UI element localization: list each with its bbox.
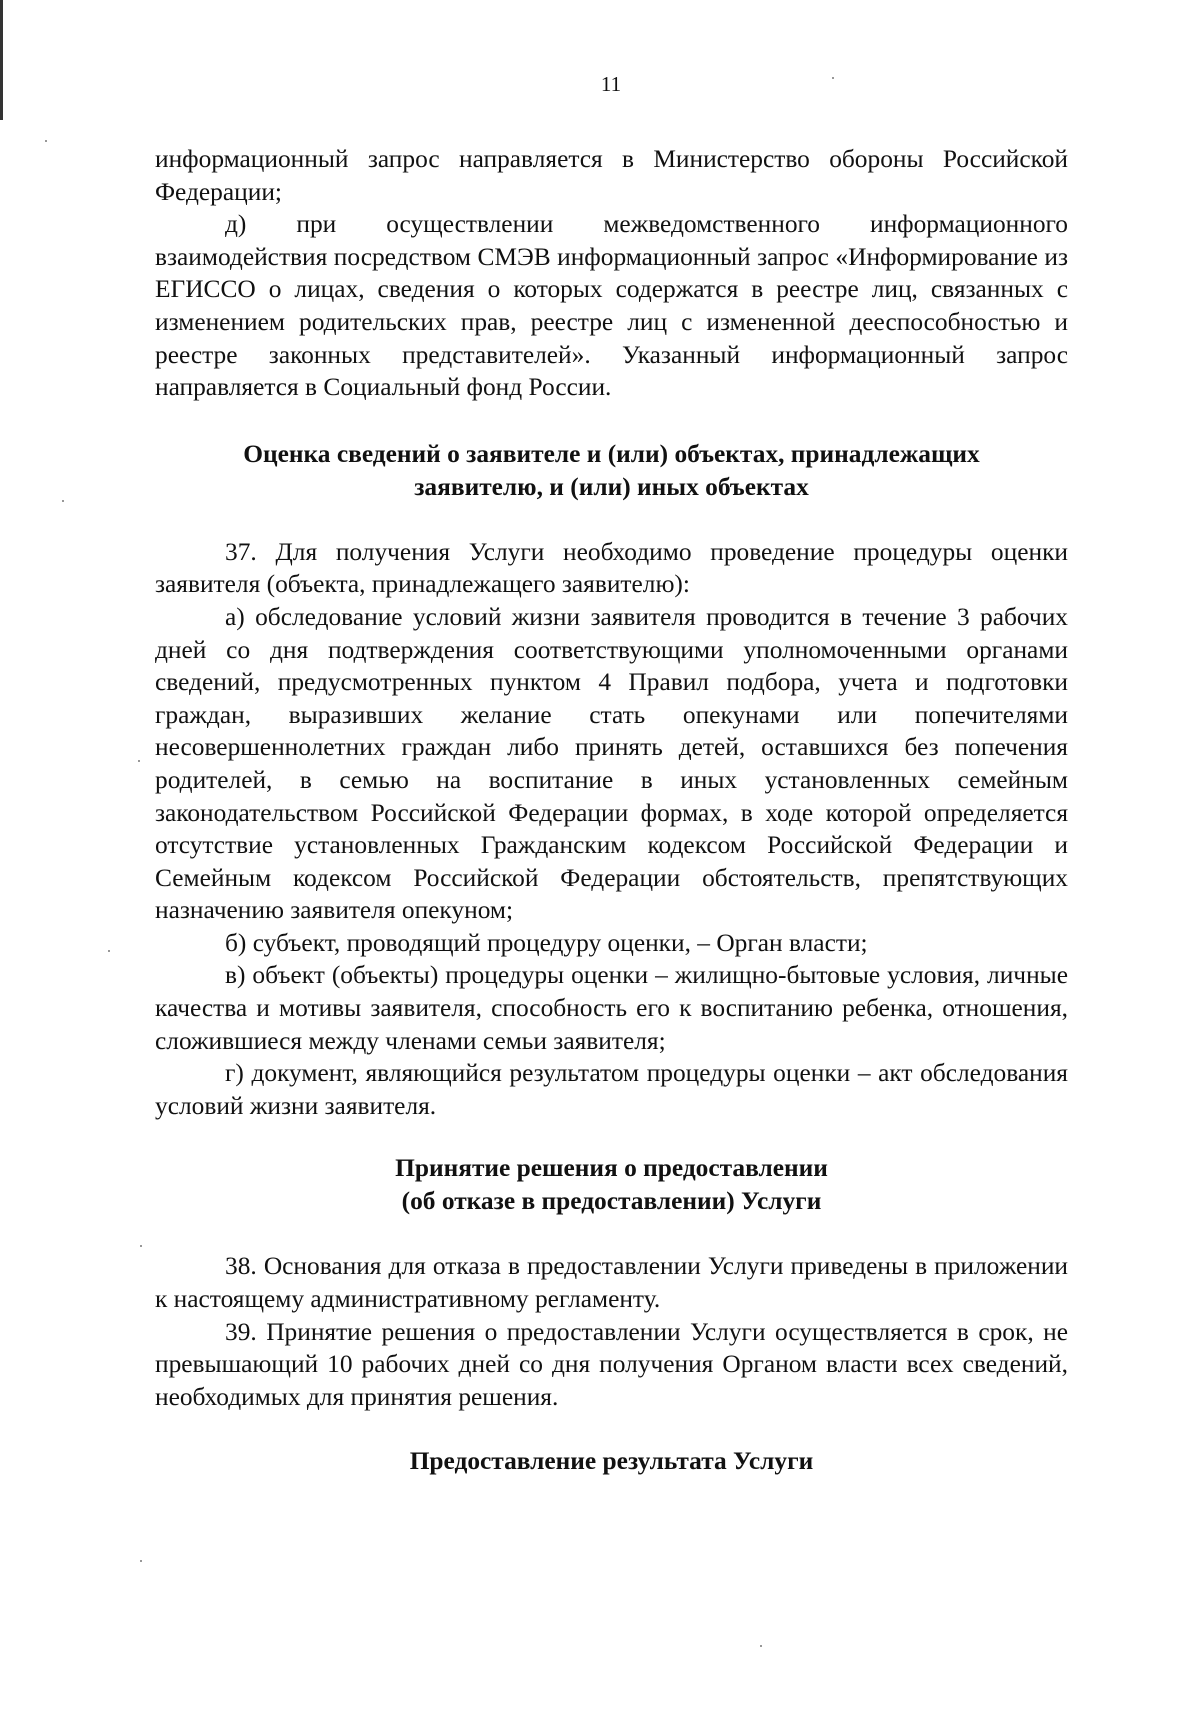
scan-speck <box>832 77 834 79</box>
scan-speck <box>62 500 64 502</box>
page-number: 11 <box>600 72 622 96</box>
paragraph-37-b: б) субъект, проводящий процедуру оценки, – Орган власти; <box>225 928 868 957</box>
scan-speck <box>138 760 140 762</box>
paragraph-37-v: в) объект (объекты) процедуры оценки – жилищно-бытовые условия, личные качества и мотивы заявителя, способность его к воспитанию ребенка, отношения, сложившиеся между членами семьи заявителя; <box>155 961 1068 1055</box>
section-heading-decision-line2: (об отказе в предоставлении) Услуги <box>401 1187 822 1216</box>
paragraph-item-d: д) при осуществлении межведомственного информационного взаимодействия посредством СМЭВ информационный запрос «Информирование из ЕГИССО о лицах, сведения о которых содержатся в реестре лиц, связанных с изменением родительских прав, реестре лиц с измененной дееспособностью и реестре законных представителей». Указанный информационный запрос направляется в Социальный фонд России. <box>155 210 1068 402</box>
document-body <box>155 143 1068 1478</box>
section-heading-assessment <box>155 438 1068 504</box>
section-heading-decision <box>155 1152 1068 1218</box>
scan-speck <box>760 1645 762 1647</box>
scan-speck <box>140 1560 142 1562</box>
paragraph-38: 38. Основания для отказа в предоставлении Услуги приведены в приложении к настоящему административному регламенту. <box>155 1252 1068 1314</box>
paragraph-37: 37. Для получения Услуги необходимо проведение процедуры оценки заявителя (объекта, принадлежащего заявителю): <box>155 537 1068 599</box>
scan-speck <box>45 140 47 142</box>
paragraph-37-g: г) документ, являющийся результатом процедуры оценки – акт обследования условий жизни заявителя. <box>155 1059 1068 1120</box>
scan-speck <box>140 1245 142 1247</box>
scan-edge-mark <box>0 0 3 120</box>
paragraph-39: 39. Принятие решения о предоставлении Услуги осуществляется в срок, не превышающий 10 рабочих дней со дня получения Органом власти всех сведений, необходимых для принятия решения. <box>155 1317 1068 1411</box>
paragraph-37-a: а) обследование условий жизни заявителя проводится в течение 3 рабочих дней со дня подтверждения соответствующими уполномоченными органами сведений, предусмотренных пунктом 4 Правил подбора, учета и подготовки граждан, выразивших желание стать опекунами или попечителями несовершеннолетних граждан либо принять детей, оставшихся без попечения родителей, в семью на воспитание в иных установленных семейным законодательством Российской Федерации формах, в ходе которой определяется отсутствие установленных Гражданским кодексом Российской Федерации и Семейным кодексом Российской Федерации обстоятельств, препятствующих назначению заявителя опекуном; <box>155 602 1068 925</box>
section-heading-assessment-line2: заявителю, и (или) иных объектах <box>414 472 809 501</box>
section-heading-decision-line1: Принятие решения о предоставлении <box>395 1154 828 1183</box>
paragraph-continuation: информационный запрос направляется в Министерство обороны Российской Федерации; <box>155 145 1068 206</box>
section-heading-result: Предоставление результата Услуги <box>409 1447 814 1476</box>
section-heading-assessment-line1: Оценка сведений о заявителе и (или) объектах, принадлежащих <box>243 439 980 468</box>
scan-speck <box>108 950 110 952</box>
